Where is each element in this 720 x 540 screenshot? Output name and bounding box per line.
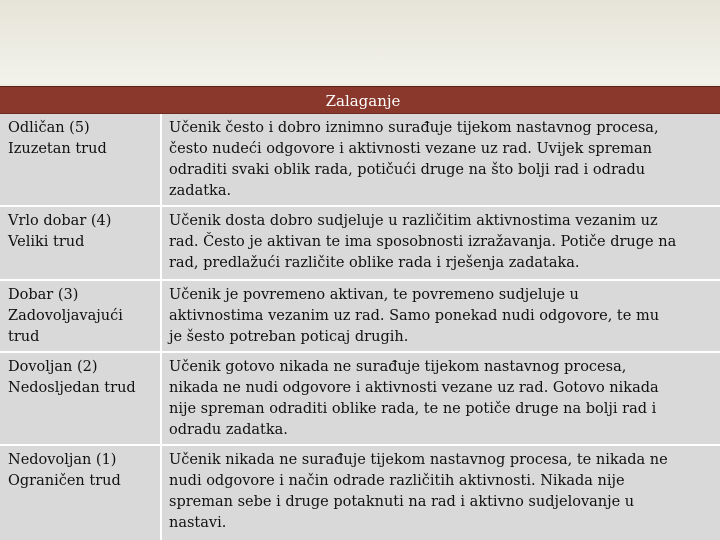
slide-top-area — [0, 0, 720, 84]
grade-label: Odličan (5) — [8, 120, 90, 136]
description-cell — [169, 450, 717, 534]
grade-cell — [8, 357, 156, 399]
effort-label: Zadovoljavajući — [8, 308, 123, 324]
description-line: odraditi svaki oblik rada, potičući druge na što bolji rad i odradu — [169, 162, 646, 178]
description-line: rad, predlažući različite oblike rada i rješenja zadataka. — [169, 255, 580, 271]
description-line: spreman sebe i druge potaknuti na rad i aktivno sudjelovanje u — [169, 494, 635, 510]
table-row — [0, 446, 720, 540]
grade-cell — [8, 285, 156, 348]
table-row — [0, 114, 720, 207]
table-row — [0, 207, 720, 281]
description-line: Učenik gotovo nikada ne surađuje tijekom nastavnog procesa, — [169, 359, 627, 375]
description-line: odradu zadatka. — [169, 422, 288, 438]
grade-cell — [8, 211, 156, 253]
effort-label: trud — [8, 329, 40, 345]
grade-label: Nedovoljan (1) — [8, 452, 117, 468]
table-row — [0, 281, 720, 353]
header-text: Zalaganje — [325, 92, 401, 110]
table-header-title — [0, 87, 720, 114]
description-line: rad. Često je aktivan te ima sposobnosti izražavanja. Potiče druge na — [169, 234, 677, 250]
description-line: nudi odgovore i način odrade različitih aktivnosti. Nikada nije — [169, 473, 625, 489]
effort-label: Izuzetan trud — [8, 141, 107, 157]
grade-cell — [8, 450, 156, 492]
description-line: je šesto potreban poticaj drugih. — [169, 329, 409, 345]
description-line: Učenik često i dobro iznimno surađuje tijekom nastavnog procesa, — [169, 120, 659, 136]
grading-table — [0, 86, 720, 540]
description-line: često nudeći odgovore i aktivnosti vezane uz rad. Uvijek spreman — [169, 141, 652, 157]
description-line: nikada ne nudi odgovore i aktivnosti vezane uz rad. Gotovo nikada — [169, 380, 659, 396]
grade-label: Dobar (3) — [8, 287, 79, 303]
description-cell — [169, 118, 717, 202]
description-line: nije spreman odraditi oblike rada, te ne potiče druge na bolji rad i — [169, 401, 657, 417]
description-line: aktivnostima vezanim uz rad. Samo ponekad nudi odgovore, te mu — [169, 308, 660, 324]
table-row — [0, 353, 720, 446]
description-cell — [169, 285, 717, 348]
grade-label: Dovoljan (2) — [8, 359, 98, 375]
effort-label: Nedosljedan trud — [8, 380, 136, 396]
description-line: Učenik nikada ne surađuje tijekom nastavnog procesa, te nikada ne — [169, 452, 668, 468]
description-line: Učenik je povremeno aktivan, te povremeno sudjeluje u — [169, 287, 579, 303]
description-cell — [169, 211, 717, 274]
description-cell — [169, 357, 717, 441]
description-line: nastavi. — [169, 515, 227, 531]
grade-cell — [8, 118, 156, 160]
grade-label: Vrlo dobar (4) — [8, 213, 112, 229]
column-divider — [160, 114, 162, 540]
effort-label: Ograničen trud — [8, 473, 121, 489]
effort-label: Veliki trud — [8, 234, 85, 250]
description-line: Učenik dosta dobro sudjeluje u različitim aktivnostima vezanim uz — [169, 213, 658, 229]
description-line: zadatka. — [169, 183, 232, 199]
table-header — [0, 86, 720, 114]
